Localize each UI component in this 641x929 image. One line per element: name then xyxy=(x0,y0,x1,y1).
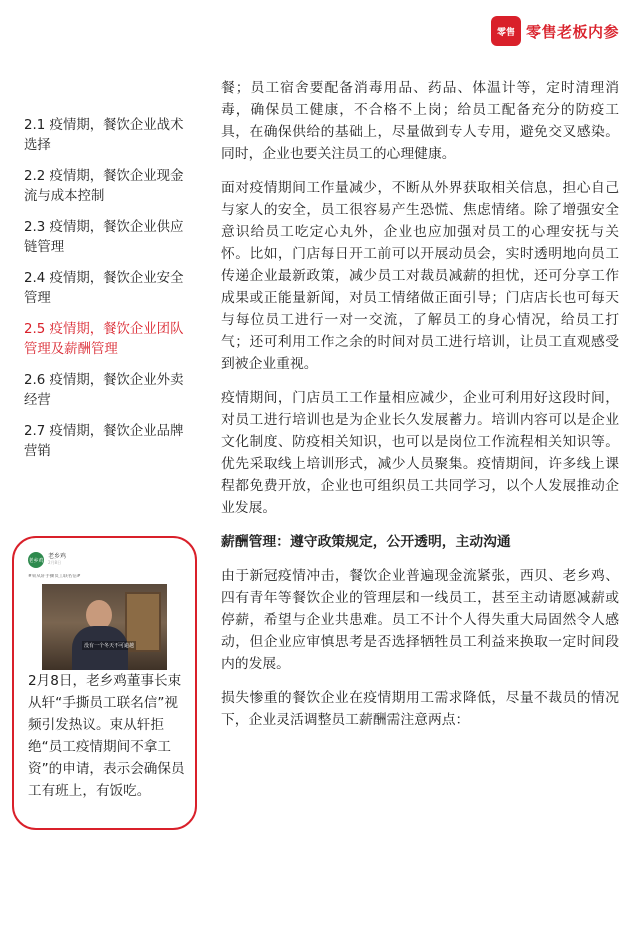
sidebar-news-card xyxy=(12,536,197,830)
weibo-post-screenshot xyxy=(28,550,183,674)
paragraph-2: 面对疫情期间工作量减少，不断从外界获取相关信息，担心自己与家人的安全，员工很容易产生恐慌、焦虑情绪。除了增强安全意识给员工吃定心丸外，企业也应加强对员工的心理安抚与关怀。比如，门店每日开工前可以开展动员会，实时透明地向员工传递企业最新政策，减少员工对裁员减薪的担忧，还可分享工作成果或正能量新闻，对员工情绪做正面引导；门店店长也可每天与每位员工进行一对一交流，了解员工的身心情况，给员工打气；还可利用工作之余的时间对员工进行培训，让员工直观感受到被企业重视。 xyxy=(221,180,619,372)
paragraph-3: 疫情期间，门店员工工作量相应减少，企业可利用好这段时间，对员工进行培训也是为企业长久发展蓄力。培训内容可以是企业文化制度、防疫相关知识，也可以是岗位工作流程相关知识等。优先采取线上培训形式，减少人员聚集。疫情期间，许多线上课程都免费开放，企业也可组织员工共同学习，以个人发展推动企业发展。 xyxy=(221,390,619,516)
paragraph-1: 餐；员工宿舍要配备消毒用品、药品、体温计等，定时清理消毒，确保员工健康，不合格不上岗；给员工配备充分的防疫工具，在确保供给的基础上，尽量做到专人专用，避免交叉感染。同时，企业也要关注员工的心理健康。 xyxy=(221,80,619,162)
toc-item-2-7[interactable]: 2.7 疫情期，餐饮企业品牌营销 xyxy=(24,424,184,459)
paragraph-4: 由于新冠疫情冲击，餐饮企业普遍现金流紧张，西贝、老乡鸡、四有青年等餐饮企业的管理层和一线员工，甚至主动请愿减薪或停薪，希望与企业共患难。员工不计个人得失重大局固然令人感动，但企业应审慎思考是否选择牺牲员工利益来换取一定时间段内的发展。 xyxy=(221,568,619,672)
brand-logo xyxy=(491,16,619,46)
toc-item-2-5-active[interactable]: 2.5 疫情期，餐饮企业团队管理及薪酬管理 xyxy=(24,322,184,357)
table-of-contents xyxy=(24,116,194,473)
logo-text: 零售老板内参 xyxy=(525,22,619,41)
toc-item-2-2[interactable]: 2.2 疫情期，餐饮企业现金流与成本控制 xyxy=(24,169,184,204)
paragraph-5: 损失惨重的餐饮企业在疫情期用工需求降低，尽量不裁员的情况下，企业灵活调整员工薪酬需注意两点： xyxy=(221,690,619,728)
toc-item-2-3[interactable]: 2.3 疫情期，餐饮企业供应链管理 xyxy=(24,220,184,255)
avatar: 老乡鸡 xyxy=(28,552,44,568)
post-author: 老乡鸡 xyxy=(48,553,67,560)
main-article xyxy=(221,77,619,743)
section-heading: 薪酬管理：遵守政策规定，公开透明，主动沟通 xyxy=(221,534,511,550)
post-text: #束从轩手撕员工联名信# xyxy=(28,574,81,579)
toc-item-2-1[interactable]: 2.1 疫情期，餐饮企业战术选择 xyxy=(24,118,184,153)
video-thumbnail xyxy=(42,584,167,670)
post-date: 2月8日 xyxy=(48,560,62,565)
video-subtitle: 没有一个冬天不可逾越 xyxy=(84,643,135,649)
logo-icon: 零售 xyxy=(491,16,521,46)
toc-item-2-6[interactable]: 2.6 疫情期，餐饮企业外卖经营 xyxy=(24,373,184,408)
card-caption: 2月8日，老乡鸡董事长束从轩“手撕员工联名信”视频引发热议。束从轩拒绝“员工疫情期间不拿工资”的申请，表示会确保员工有班上，有饭吃。 xyxy=(28,673,185,799)
toc-item-2-4[interactable]: 2.4 疫情期，餐饮企业安全管理 xyxy=(24,271,184,306)
